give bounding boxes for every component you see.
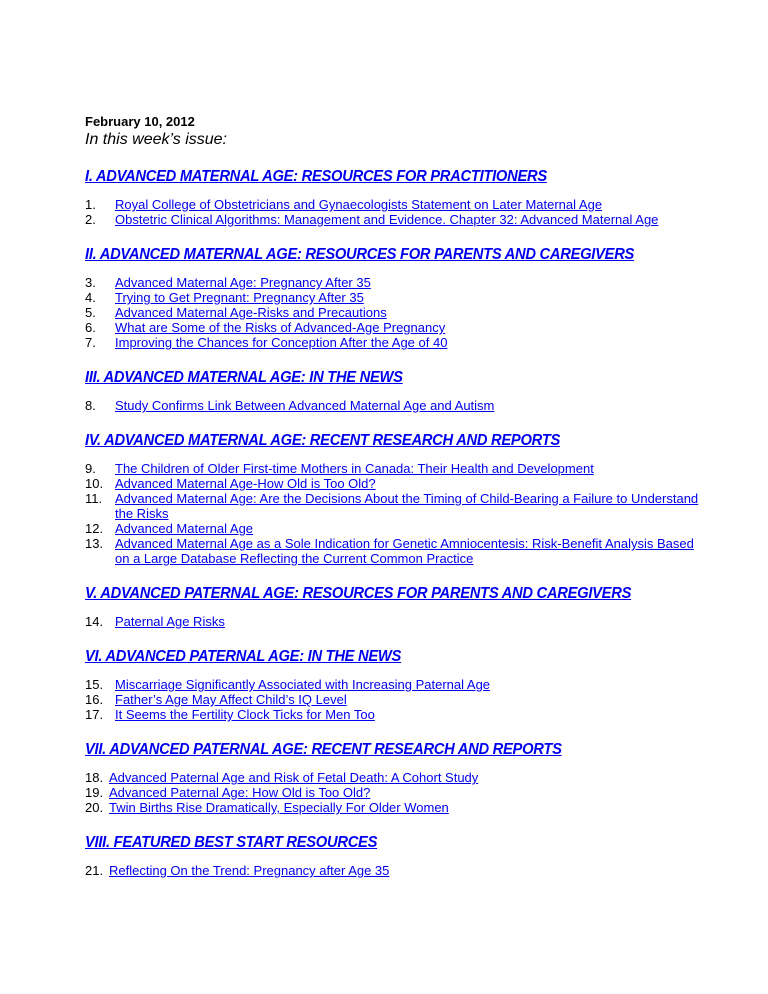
- item-number: 15.: [85, 677, 104, 692]
- article-link[interactable]: Advanced Maternal Age-How Old is Too Old?: [115, 476, 376, 491]
- issue-date: February 10, 2012: [85, 114, 195, 129]
- list-item: [85, 770, 705, 785]
- article-link[interactable]: Advanced Maternal Age: Pregnancy After 35: [115, 275, 371, 290]
- article-link[interactable]: Improving the Chances for Conception After the Age of 40: [115, 335, 448, 350]
- item-number: 17.: [85, 707, 104, 722]
- list-item: [85, 536, 705, 566]
- list-item: [85, 785, 705, 800]
- section-title-link[interactable]: VI. ADVANCED PATERNAL AGE: IN THE NEWS: [85, 648, 402, 665]
- article-link[interactable]: Paternal Age Risks: [115, 614, 225, 629]
- list-item: [85, 275, 705, 290]
- article-list: [85, 614, 705, 629]
- article-list: [85, 197, 705, 227]
- item-number: 20.: [85, 800, 104, 815]
- list-item: [85, 491, 705, 521]
- article-list: [85, 863, 705, 878]
- section-2: [85, 245, 705, 350]
- article-link[interactable]: Royal College of Obstetricians and Gynaecologists Statement on Later Maternal Age: [115, 197, 603, 212]
- section-1: [85, 167, 705, 227]
- article-link[interactable]: Trying to Get Pregnant: Pregnancy After 35: [115, 290, 364, 305]
- section-title-link[interactable]: VIII. FEATURED BEST START RESOURCES: [85, 834, 378, 851]
- article-link[interactable]: Advanced Maternal Age as a Sole Indication for Genetic Amniocentesis: Risk-Benefit Analysis Based on a Large Database Reflecting the Current Common Practice: [115, 536, 694, 566]
- list-item: [85, 212, 705, 227]
- section-8: [85, 833, 705, 878]
- list-item: [85, 692, 705, 707]
- list-item: [85, 521, 705, 536]
- article-list: [85, 461, 705, 566]
- item-number: 19.: [85, 785, 104, 800]
- item-number: 8.: [85, 398, 96, 413]
- article-link[interactable]: Reflecting On the Trend: Pregnancy after Age 35: [109, 863, 390, 878]
- article-link[interactable]: Advanced Paternal Age: How Old is Too Old?: [109, 785, 371, 800]
- article-link[interactable]: It Seems the Fertility Clock Ticks for Men Too: [115, 707, 375, 722]
- section-title-link[interactable]: III. ADVANCED MATERNAL AGE: IN THE NEWS: [85, 369, 403, 386]
- article-link[interactable]: Twin Births Rise Dramatically, Especially For Older Women: [109, 800, 449, 815]
- item-number: 18.: [85, 770, 104, 785]
- article-link[interactable]: Miscarriage Significantly Associated with Increasing Paternal Age: [115, 677, 491, 692]
- list-item: [85, 197, 705, 212]
- item-number: 9.: [85, 461, 96, 476]
- list-item: [85, 707, 705, 722]
- article-link[interactable]: Obstetric Clinical Algorithms: Management and Evidence. Chapter 32: Advanced Maternal Age: [115, 212, 659, 227]
- list-item: [85, 398, 705, 413]
- item-number: 13.: [85, 536, 104, 551]
- section-6: [85, 647, 705, 722]
- item-number: 2.: [85, 212, 96, 227]
- article-list: [85, 770, 705, 815]
- list-item: [85, 863, 705, 878]
- item-number: 10.: [85, 476, 104, 491]
- article-link[interactable]: Advanced Maternal Age: Are the Decisions About the Timing of Child-Bearing a Failure to Understand the Risks: [115, 491, 699, 521]
- section-title-link[interactable]: V. ADVANCED PATERNAL AGE: RESOURCES FOR PARENTS AND CAREGIVERS: [85, 585, 632, 602]
- section-title-link[interactable]: VII. ADVANCED PATERNAL AGE: RECENT RESEARCH AND REPORTS: [85, 741, 562, 758]
- item-number: 11.: [85, 491, 103, 506]
- newsletter-page: [85, 114, 705, 878]
- item-number: 21.: [85, 863, 104, 878]
- item-number: 16.: [85, 692, 104, 707]
- item-number: 12.: [85, 521, 104, 536]
- article-link[interactable]: Advanced Maternal Age: [115, 521, 254, 536]
- list-item: [85, 320, 705, 335]
- section-title-link[interactable]: I. ADVANCED MATERNAL AGE: RESOURCES FOR PRACTITIONERS: [85, 168, 547, 185]
- section-title-link[interactable]: IV. ADVANCED MATERNAL AGE: RECENT RESEARCH AND REPORTS: [85, 432, 560, 449]
- item-number: 5.: [85, 305, 96, 320]
- article-link[interactable]: Advanced Paternal Age and Risk of Fetal Death: A Cohort Study: [109, 770, 479, 785]
- article-link[interactable]: The Children of Older First-time Mothers in Canada: Their Health and Development: [115, 461, 594, 476]
- section-3: [85, 368, 705, 413]
- section-7: [85, 740, 705, 815]
- item-number: 1.: [85, 197, 96, 212]
- article-link[interactable]: Father’s Age May Affect Child’s IQ Level: [115, 692, 347, 707]
- section-4: [85, 431, 705, 566]
- article-list: [85, 398, 705, 413]
- list-item: [85, 476, 705, 491]
- list-item: [85, 290, 705, 305]
- item-number: 4.: [85, 290, 96, 305]
- article-link[interactable]: Study Confirms Link Between Advanced Maternal Age and Autism: [115, 398, 495, 413]
- item-number: 6.: [85, 320, 96, 335]
- article-link[interactable]: What are Some of the Risks of Advanced-Age Pregnancy: [115, 320, 446, 335]
- list-item: [85, 461, 705, 476]
- section-title-link[interactable]: II. ADVANCED MATERNAL AGE: RESOURCES FOR PARENTS AND CAREGIVERS: [85, 246, 635, 263]
- issue-subtitle: In this week’s issue:: [85, 131, 227, 148]
- sections-container: [85, 167, 705, 878]
- item-number: 14.: [85, 614, 104, 629]
- list-item: [85, 800, 705, 815]
- list-item: [85, 305, 705, 320]
- item-number: 7.: [85, 335, 96, 350]
- article-list: [85, 677, 705, 722]
- item-number: 3.: [85, 275, 96, 290]
- list-item: [85, 335, 705, 350]
- list-item: [85, 677, 705, 692]
- list-item: [85, 614, 705, 629]
- article-link[interactable]: Advanced Maternal Age-Risks and Precautions: [115, 305, 387, 320]
- section-5: [85, 584, 705, 629]
- article-list: [85, 275, 705, 350]
